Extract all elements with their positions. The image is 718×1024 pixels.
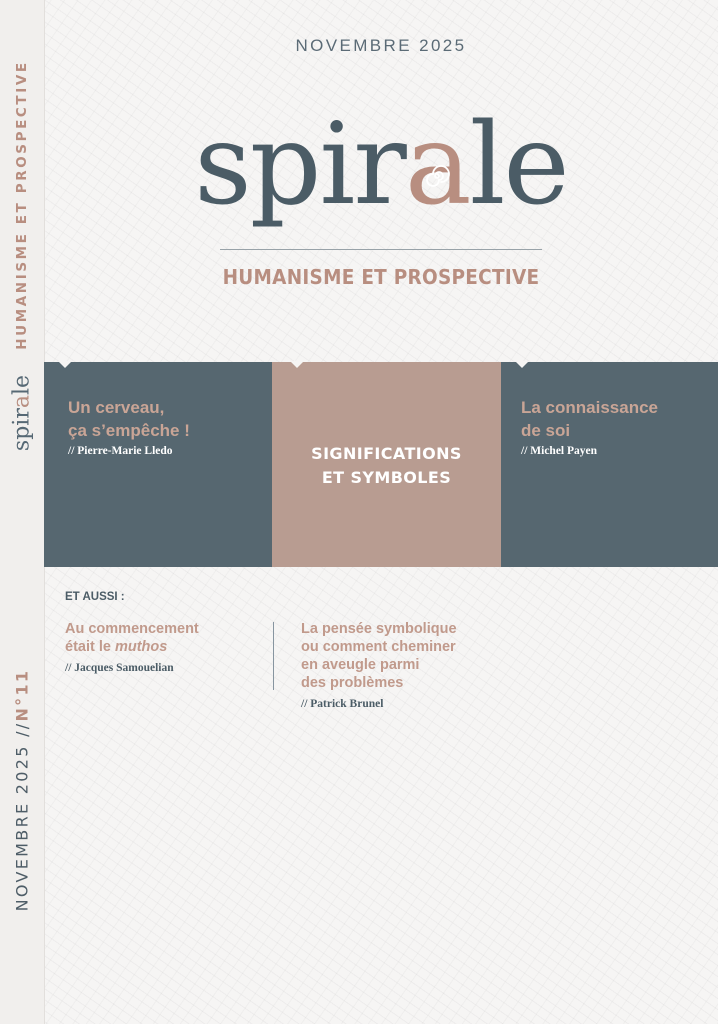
notch-right [515, 361, 529, 368]
article-2-title-line1: La pensée symbolique [301, 621, 457, 637]
feature-left-author: // Pierre-Marie Lledo [68, 445, 173, 457]
article-1-title-line2-pre: était le [65, 639, 115, 655]
logo-text-pre: spir [194, 100, 405, 230]
article-1-author: // Jacques Samouelian [65, 662, 174, 674]
spine-logo-pre: spir [9, 408, 35, 452]
feature-right-author: // Michel Payen [521, 445, 598, 457]
spine-logo [10, 375, 35, 451]
spine-logo-accent: a [9, 395, 35, 409]
feature-left-title-line2: ça s’empêche ! [68, 421, 190, 440]
feature-center-title-line2: ET SYMBOLES [321, 468, 452, 487]
cover-logo [44, 90, 718, 240]
spiral-icon [419, 158, 455, 194]
title-rule [220, 249, 542, 250]
logo-accent-glyph: a [404, 100, 470, 230]
logo-accent-letter [405, 90, 470, 240]
feature-left-title-line1: Un cerveau, [68, 398, 165, 417]
cover-date: NOVEMBRE 2025 [295, 36, 467, 55]
also-label: ET AUSSI : [65, 591, 125, 603]
spine-subtitle: HUMANISME ET PROSPECTIVE [14, 60, 30, 350]
spine-issue-number: N°11 [12, 668, 32, 722]
article-1-title[interactable] [65, 620, 199, 656]
feature-center-title-line1: SIGNIFICATIONS [311, 444, 462, 463]
feature-right-title-line1: La connaissance [521, 398, 659, 417]
feature-left-title [68, 396, 190, 442]
spine-issue-sep: // [12, 721, 32, 745]
spine-logo-post: le [9, 374, 35, 395]
logo-text-post: le [469, 100, 568, 230]
feature-right-title-line2: de soi [521, 421, 571, 440]
feature-right-title [521, 396, 658, 442]
article-1-title-line2 [65, 638, 199, 656]
feature-right[interactable] [501, 362, 718, 567]
spine [0, 0, 45, 1024]
article-2-title-line2: ou comment cheminer [301, 639, 456, 655]
feature-left[interactable] [44, 362, 272, 567]
notch-left [58, 361, 72, 368]
spine-issue [13, 669, 32, 912]
cover-subtitle: HUMANISME ET PROSPECTIVE [222, 265, 540, 289]
feature-center[interactable] [272, 362, 501, 567]
article-2-title[interactable] [301, 620, 457, 692]
article-1-title-line1: Au commencement [65, 621, 199, 637]
notch-center [290, 361, 304, 368]
article-2-title-line3: en aveugle parmi [301, 657, 420, 673]
article-2-author: // Patrick Brunel [301, 698, 384, 710]
articles-divider [273, 622, 274, 690]
feature-center-title [272, 442, 501, 490]
spine-issue-date: NOVEMBRE 2025 [12, 744, 32, 912]
article-1-title-italic: muthos [114, 639, 168, 655]
article-2-title-line4: des problèmes [301, 675, 404, 691]
